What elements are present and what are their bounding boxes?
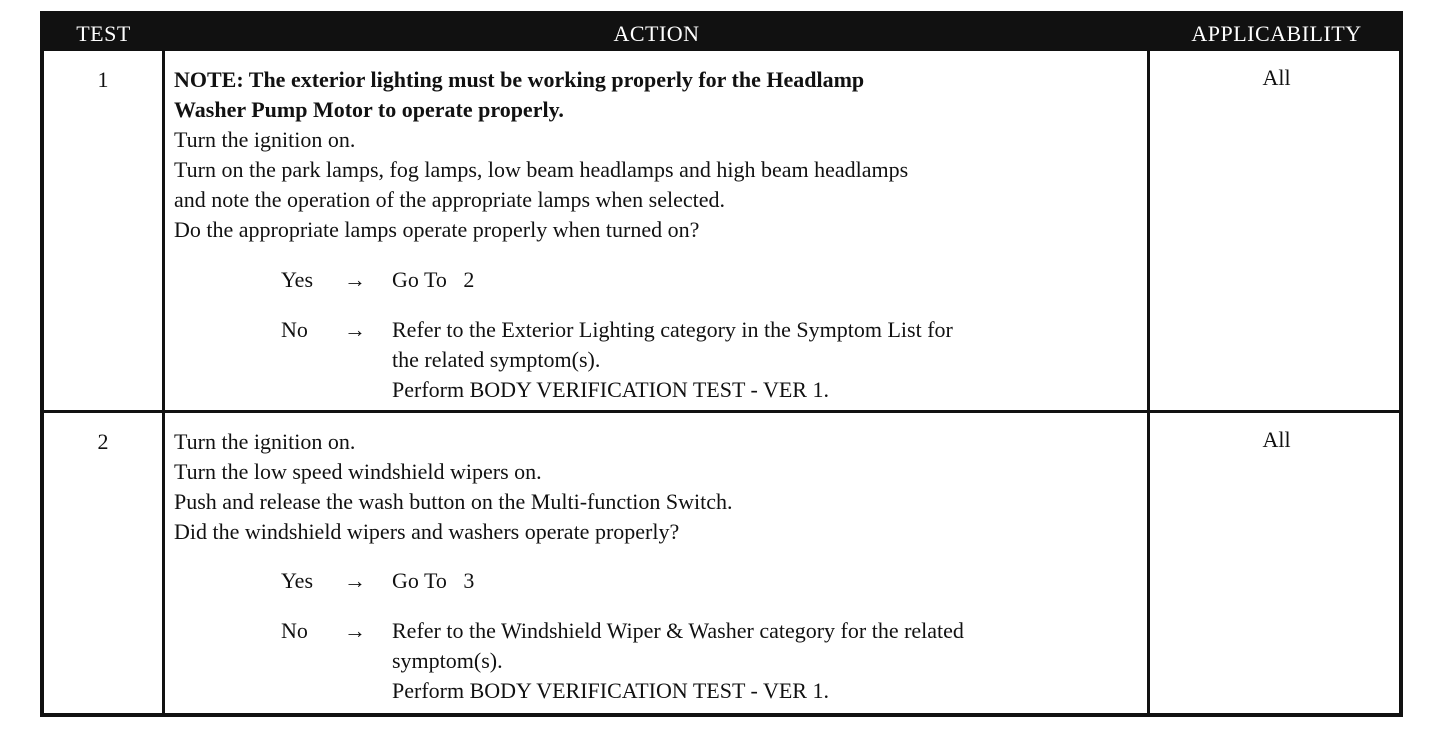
row-2-instruction-4: Did the windshield wipers and washers operate properly? (174, 519, 680, 544)
row-1-yes-label: Yes (281, 267, 314, 292)
row-1-note-line-2: Washer Pump Motor to operate properly. (174, 97, 564, 122)
row-2-yes-result: Go To 3 (392, 568, 475, 593)
row-1-no-result-line-1: Refer to the Exterior Lighting category in the Symptom List for (392, 317, 953, 342)
row-1-instruction-4: Do the appropriate lamps operate properly when turned on? (174, 217, 700, 242)
row-2-yes-label: Yes (281, 568, 314, 593)
row-2-instruction-1: Turn the ignition on. (174, 429, 356, 454)
row-1-applicability: All (1262, 65, 1291, 90)
row-2-no-arrow-icon: → (344, 618, 366, 643)
row-2-test-number: 2 (97, 429, 109, 454)
table-header (44, 15, 1399, 51)
row-1-yes-result: Go To 2 (392, 267, 475, 292)
row-2-applicability: All (1262, 427, 1291, 452)
row-2-no-result-line-2: symptom(s). (392, 648, 503, 673)
diagnostic-test-table (40, 11, 1403, 717)
row-1-no-result-line-3: Perform BODY VERIFICATION TEST - VER 1. (392, 377, 829, 402)
row-2-instruction-3: Push and release the wash button on the Multi-function Switch. (174, 489, 733, 514)
row-2-yes-arrow-icon: → (344, 568, 366, 593)
row-1-instruction-3: and note the operation of the appropriate lamps when selected. (174, 187, 726, 212)
row-1-note-line-1: NOTE: The exterior lighting must be working properly for the Headlamp (174, 67, 865, 92)
row-2-no-result-line-1: Refer to the Windshield Wiper & Washer category for the related (392, 618, 964, 643)
row-1-no-result-line-2: the related symptom(s). (392, 347, 601, 372)
row-1-no-arrow-icon: → (344, 317, 366, 342)
row-2-no-label: No (281, 618, 308, 643)
row-2-instruction-2: Turn the low speed windshield wipers on. (174, 459, 542, 484)
header-applicability: APPLICABILITY (1191, 21, 1362, 46)
row-1-instruction-2: Turn on the park lamps, fog lamps, low beam headlamps and high beam headlamps (174, 157, 909, 182)
header-action: ACTION (613, 21, 700, 46)
row-1-no-label: No (281, 317, 308, 342)
header-test: TEST (76, 21, 131, 46)
row-divider (44, 410, 1399, 413)
row-2-no-result-line-3: Perform BODY VERIFICATION TEST - VER 1. (392, 678, 829, 703)
row-1-yes-arrow-icon: → (344, 267, 366, 292)
column-divider-applicability (1147, 51, 1150, 713)
row-1-instruction-1: Turn the ignition on. (174, 127, 356, 152)
column-divider-test (162, 51, 165, 713)
row-1-test-number: 1 (97, 67, 109, 92)
